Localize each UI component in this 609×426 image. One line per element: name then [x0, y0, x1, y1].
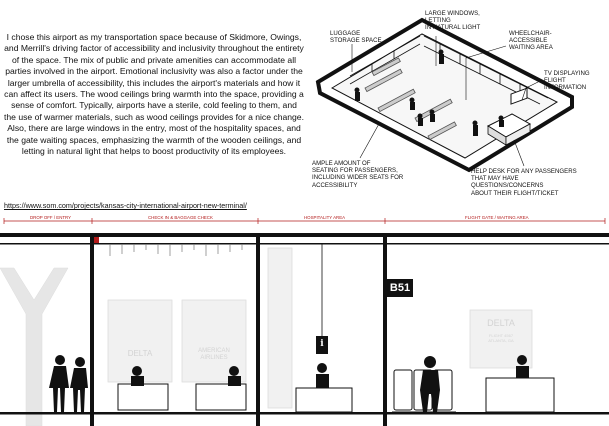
- sign-delta-checkin: DELTA: [127, 349, 153, 358]
- essay-paragraph: I chose this airport as my transportation space because of Skidmore, Owings, and Merrill's driving factor of accessibility and inclusivity throughout the entirety of the space. The mix of public and private amenities can accommodate all parties involved in the airport. Emotional inclusivity was also a factor under the larger umbrella of accessibility, this includes the airport's materials and how it can affect its users. The wood ceilings bring warmth into the space, providing a sense of comfort. Typically, airports have a sterile, cold feeling to them, and the use of warmer materials, such as wood ceilings provides for a nice change. Also, there are large windows in the entry, most of the hospitality spaces, and the gate waiting spaces, emphasizing the warmth of the wooden ceilings, and letting in natural light that helps to boost productivity of its employees.: [4, 32, 304, 157]
- section-label-dropoff: DROP OFF / ENTRY: [30, 215, 72, 220]
- callout-seating: AMPLE AMOUNT OF SEATING FOR PASSENGERS, INCLUDING WIDER SEATS FOR ACCESSIBILITY: [312, 160, 404, 189]
- section-label-checkin: CHECK IN & BAGGAGE CHECK: [148, 215, 213, 220]
- ceiling-slats: [110, 244, 242, 256]
- section-floor: [0, 412, 609, 415]
- sign-american-airlines: AMERICAN AIRLINES: [198, 348, 230, 361]
- info-glyph: i: [320, 339, 324, 349]
- gate-number-sign: B51: [387, 279, 413, 297]
- sign-delta-gate: DELTA: [487, 318, 515, 328]
- callout-helpdesk: HELP DESK FOR ANY PASSENGERS THAT MAY HAVE QUESTIONS/CONCERNS ABOUT THEIR FLIGHT/TICKET: [471, 168, 577, 197]
- section-label-hospitality: HOSPITALITY AREA: [304, 215, 346, 220]
- callout-wheelchair: WHEELCHAIR- ACCESSIBLE WAITING AREA: [509, 30, 553, 52]
- sign-delta-gate-flight: FLIGHT 4567 ATLANTA, GA: [488, 333, 514, 343]
- source-link[interactable]: https://www.som.com/projects/kansas-city-international-airport-new-terminal/: [4, 201, 247, 210]
- section-label-gate: FLIGHT GATE / WAITING AREA: [465, 215, 529, 220]
- callout-luggage: LUGGAGE STORAGE SPACE: [330, 30, 382, 45]
- entry-column: [0, 268, 68, 426]
- callout-tv: TV DISPLAYING FLIGHT INFORMATION: [544, 70, 590, 92]
- callout-windows: LARGE WINDOWS, LETTING IN NATURAL LIGHT: [425, 10, 481, 32]
- counters: [118, 378, 554, 412]
